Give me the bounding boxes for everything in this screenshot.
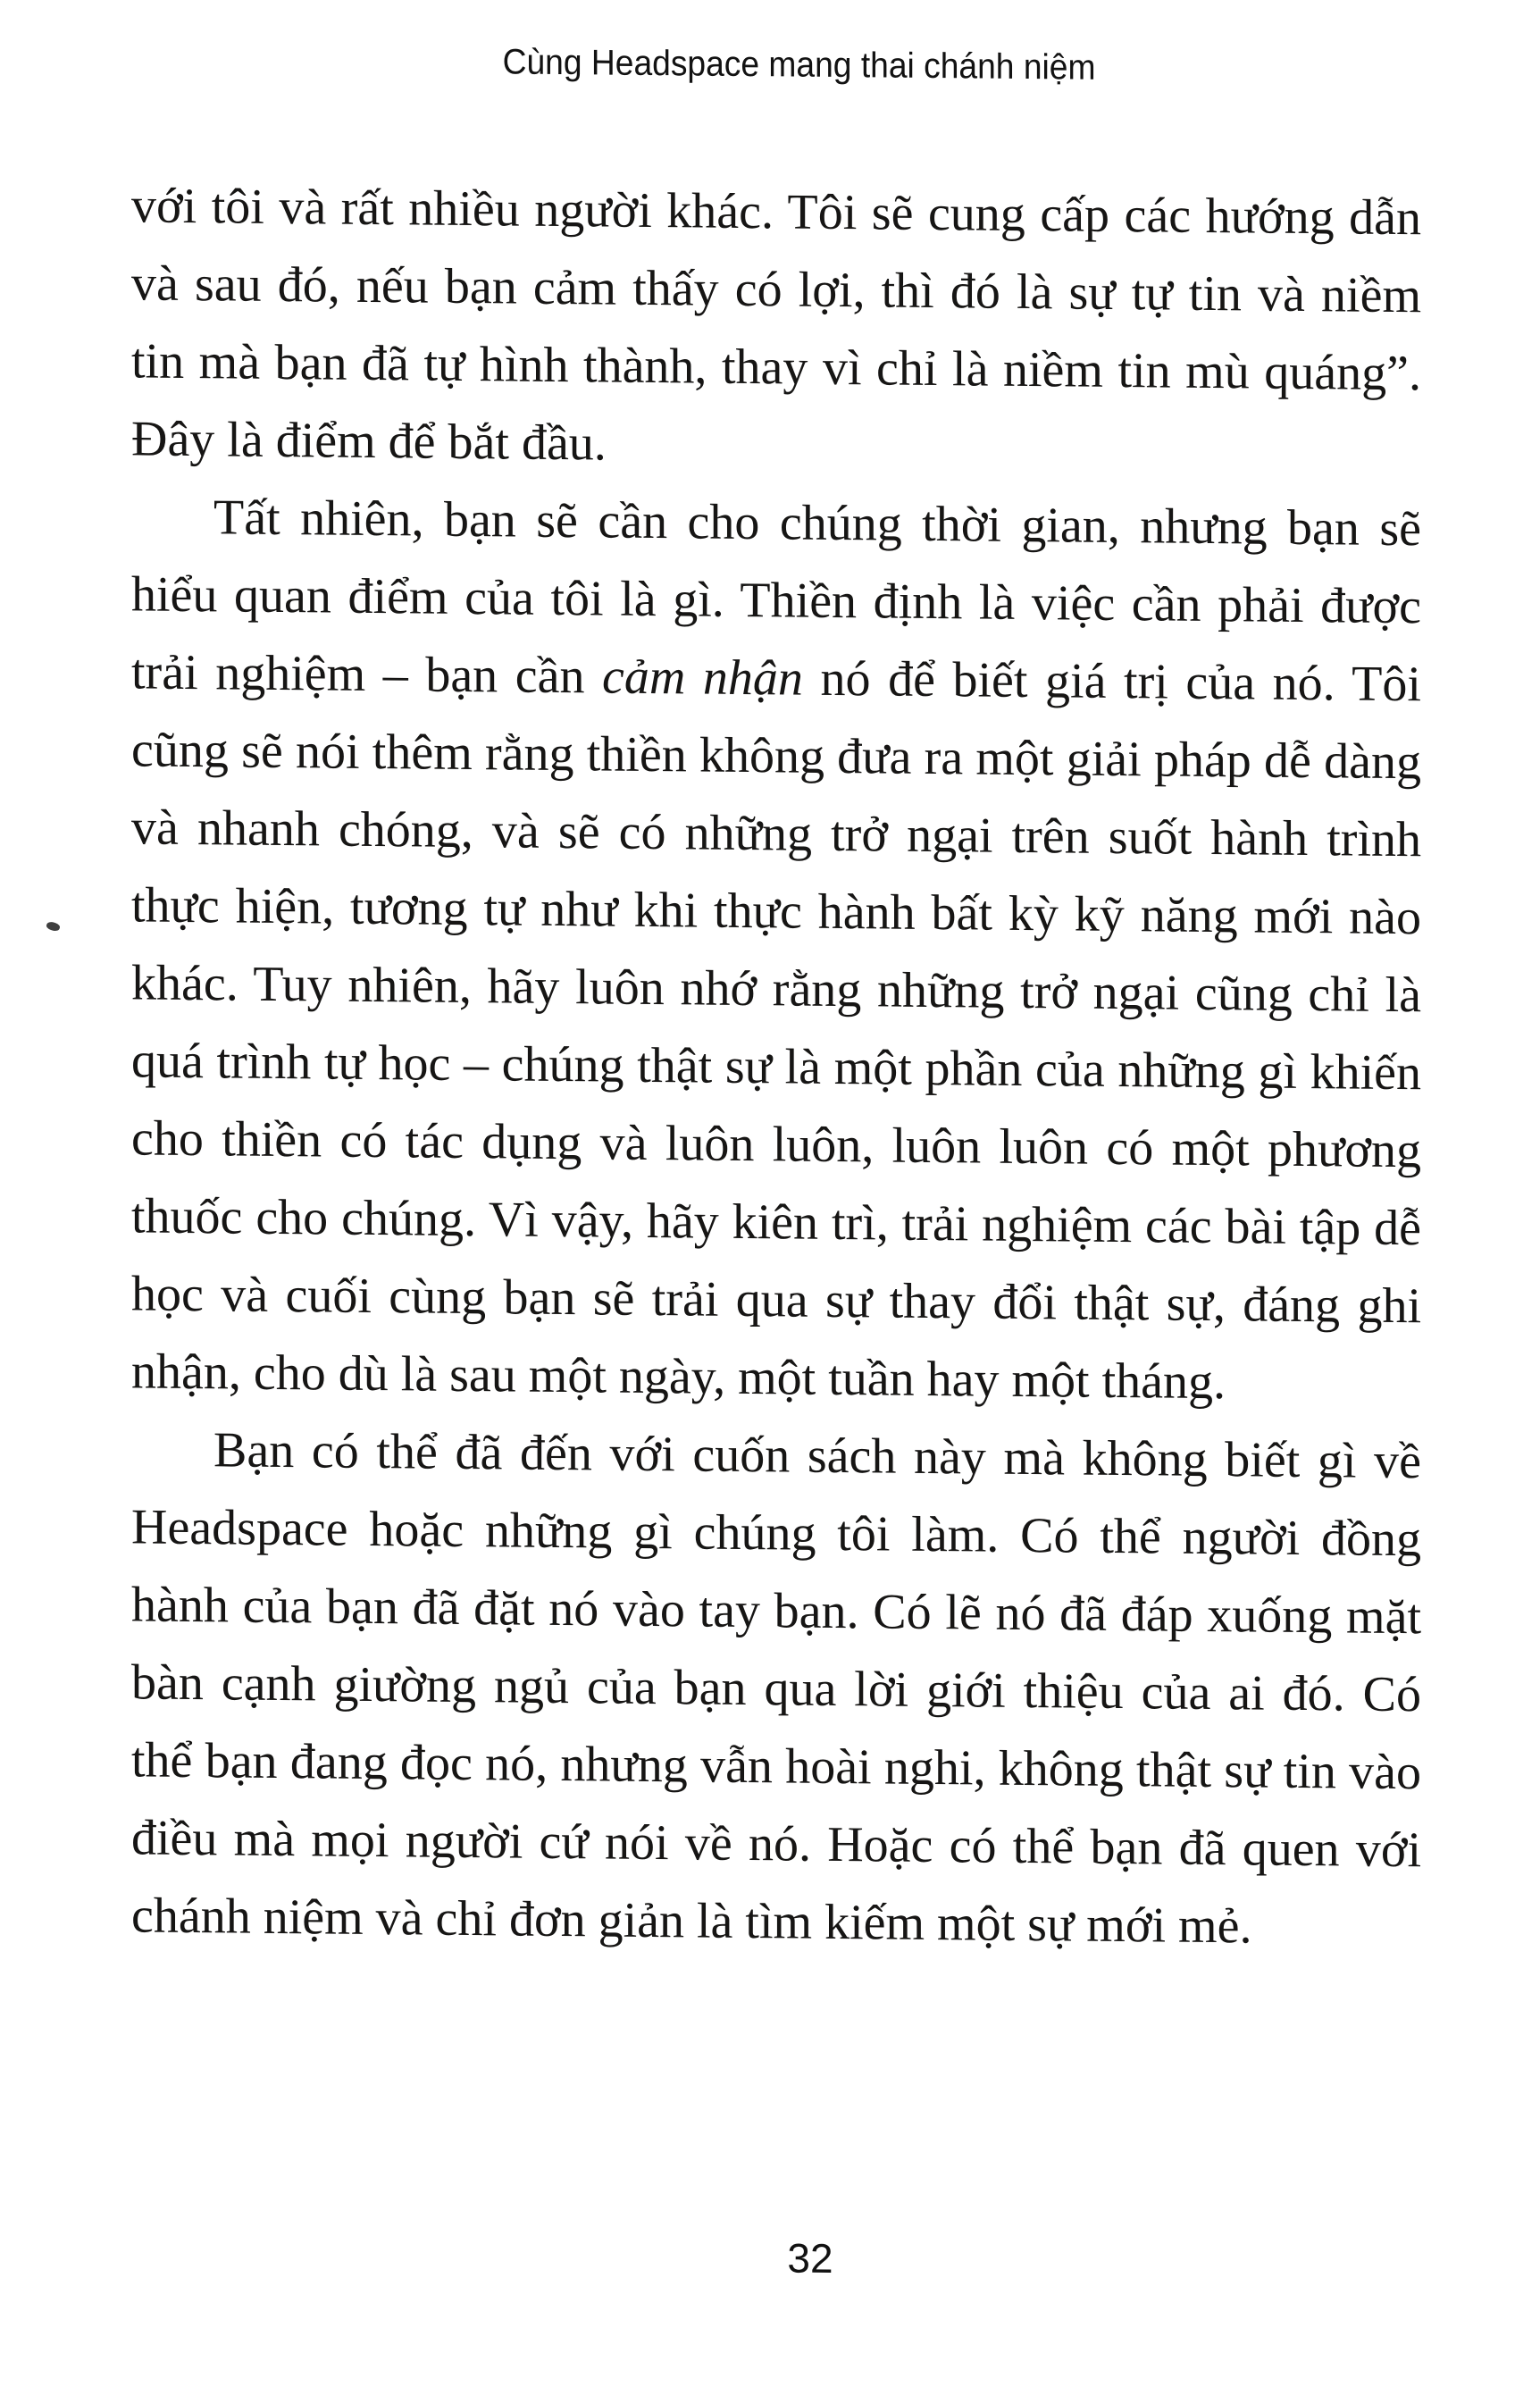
paragraph bbox=[131, 478, 1421, 1423]
paragraph bbox=[131, 1411, 1421, 1967]
text-segment: nó để biết giá trị của nó. Tôi cũng sẽ nói thêm rằng thiền không đưa ra một giải pháp dễ dàng và nhanh chóng, và sẽ có những trở ngại trên suốt hành trình thực hiện, tương tự như khi thực hành bất kỳ kỹ năng mới nào khác. Tuy nhiên, hãy luôn nhớ rằng những trở ngại cũng chỉ là quá trình tự học – chúng thật sự là một phần của những gì khiến cho thiền có tác dụng và luôn luôn, luôn luôn có một phương thuốc cho chúng. Vì vậy, hãy kiên trì, trải nghiệm các bài tập dễ học và cuối cùng bạn sẽ trải qua sự thay đổi thật sự, đáng ghi nhận, cho dù là sau một ngày, một tuần hay một tháng. bbox=[131, 650, 1421, 1411]
running-header-title: Cùng Headspace mang thai chánh niệm bbox=[502, 42, 1096, 88]
paragraph bbox=[131, 167, 1421, 490]
text-segment: với tôi và rất nhiều người khác. Tôi sẽ cung cấp các hướng dẫn và sau đó, nếu bạn cảm thấy có lợi, thì đó là sự tự tin và niềm tin mà bạn đã tự hình thành, thay vì chỉ là niềm tin mù quáng”. Đây là điểm để bắt đầu. bbox=[131, 178, 1421, 472]
page-body-text bbox=[131, 167, 1421, 1967]
text-segment: Tất nhiên, bạn sẽ cần cho chúng thời gian, nhưng bạn sẽ hiểu quan điểm của tôi là gì. Thiền định là việc cần phải được trải nghiệm – bạn cần bbox=[131, 490, 1421, 705]
emphasized-text-segment: cảm nhận bbox=[602, 649, 803, 707]
scan-artifact-speck bbox=[46, 920, 61, 932]
page-number: 32 bbox=[787, 2234, 833, 2282]
text-segment: Bạn có thể đã đến với cuốn sách này mà không biết gì về Headspace hoặc những gì chúng tôi làm. Có thể người đồng hành của bạn đã đặt nó vào tay bạn. Có lẽ nó đã đáp xuống mặt bàn cạnh giường ngủ của bạn qua lời giới thiệu của ai đó. Có thể bạn đang đọc nó, nhưng vẫn hoài nghi, không thật sự tin vào điều mà mọi người cứ nói về nó. Hoặc có thể bạn đã quen với chánh niệm và chỉ đơn giản là tìm kiếm một sự mới mẻ. bbox=[131, 1422, 1421, 1955]
